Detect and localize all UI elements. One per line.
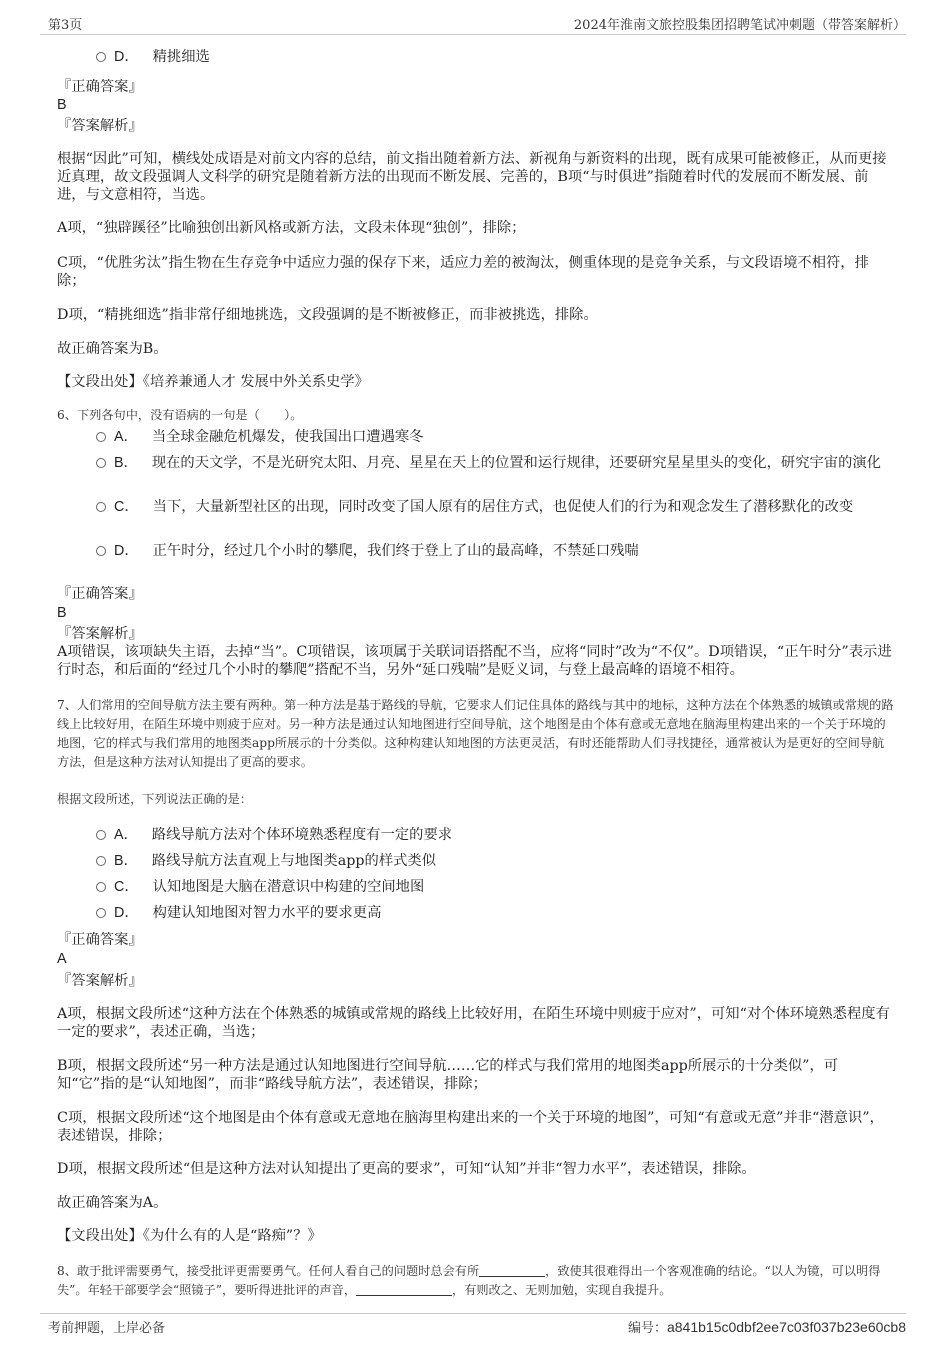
q6-analysis: A项错误，该项缺失主语，去掉“当”。C项错误，该项属于关联词语搭配不当，应将“同时”改为“不仅”。D项错误，“正午时分”表示进行时态，和后面的“经过几个小时的攀爬”搭配不当，另外“延口残喘”是贬义词，与登上最高峰的语境不相符。 bbox=[57, 644, 892, 678]
radio-icon[interactable] bbox=[96, 52, 106, 62]
q5-analysis-p4: D项，“精挑细选”指非常仔细地挑选，文段强调的是不断被修正，而非被挑选，排除。 bbox=[57, 307, 598, 323]
q7-analysis-label: 『答案解析』 bbox=[57, 973, 143, 989]
radio-icon[interactable] bbox=[96, 502, 106, 512]
radio-icon[interactable] bbox=[96, 908, 106, 918]
q5-analysis-p2: A项，“独辟蹊径”比喻独创出新风格或新方法，文段未体现“独创”，排除； bbox=[57, 220, 526, 236]
q7-option-a[interactable]: A． 路线导航方法对个体环境熟悉程度有一定的要求 bbox=[96, 824, 886, 847]
q5-analysis-p3: C项，“优胜劣汰”指生物在生存竞争中适应力强的保存下来，适应力差的被淘汰，侧重体现的是竞争关系，与文段语境不相符，排除； bbox=[57, 255, 869, 289]
q7-source: 【文段出处】《为什么有的人是“路痴”？》 bbox=[57, 1228, 322, 1244]
q7-analysis-p3: C项，根据文段所述“这个地图是由个体有意或无意地在脑海里构建出来的一个关于环境的地图”，可知“有意或无意”并非“潜意识”，表述错误，排除； bbox=[57, 1110, 884, 1144]
q6-option-c[interactable]: C． 当下，大量新型社区的出现，同时改变了国人原有的居住方式，也促使人们的行为和观念发生了潜移默化的改变 bbox=[96, 496, 886, 519]
page-footer bbox=[40, 1313, 906, 1336]
q6-analysis-label: 『答案解析』 bbox=[57, 626, 143, 642]
q6-answer-label: 『正确答案』 bbox=[57, 586, 143, 602]
q5-option-d[interactable]: D． 精挑细选 bbox=[96, 46, 886, 69]
q7-stem: 7、人们常用的空间导航方法主要有两种。第一种方法是基于路线的导航，它要求人们记住具体的路线与其中的地标，这种方法在个体熟悉的城镇或常规的路线上比较好用，在陌生环境中则疲于应对。另一种方法是通过认知地图进行空间导航，这个地图是由个体有意或无意地在脑海里构建出来的一个关于环境的地图，它的样式与我们常用的地图类app所展示的十分类似。这种构建认知地图的方法更灵活，有时还能帮助人们寻找捷径，通常被认为是更好的空间导航方法，但是这种方法对认知提出了更高的要求。 bbox=[57, 698, 894, 769]
radio-icon[interactable] bbox=[96, 882, 106, 892]
q5-conclusion: 故正确答案为B。 bbox=[57, 341, 168, 357]
q6-option-d[interactable]: D． 正午时分，经过几个小时的攀爬，我们终于登上了山的最高峰，不禁延口残喘 bbox=[96, 540, 886, 563]
q5-analysis-label: 『答案解析』 bbox=[57, 118, 143, 134]
fill-blank-1[interactable] bbox=[479, 1264, 545, 1277]
footer-id: 编号：a841b15c0dbf2ee7c03f037b23e60cb8 bbox=[627, 1319, 906, 1336]
q8-stem: 8、敢于批评需要勇气，接受批评更需要勇气。任何人看自己的问题时总会有所 ，致使其很难得出一个客观准确的结论。“以人为镜，可以明得失”。年轻干部要学会“照镜子”，要听得进批评的声音， ，有则改之、无则加勉，实现自我提升。 bbox=[57, 1264, 881, 1297]
q6-option-b[interactable]: B． 现在的天文学，不是光研究太阳、月亮、星星在天上的位置和运行规律，还要研究星星里头的变化，研究宇宙的演化 bbox=[96, 452, 886, 475]
footer-slogan: 考前押题，上岸必备 bbox=[48, 1321, 166, 1336]
q7-analysis-p4: D项，根据文段所述“但是这种方法对认知提出了更高的要求”，可知“认知”并非“智力水平”，表述错误，排除。 bbox=[57, 1161, 756, 1177]
radio-icon[interactable] bbox=[96, 432, 106, 442]
page-number: 第3页 bbox=[48, 18, 83, 33]
page-header bbox=[40, 14, 906, 35]
q7-analysis-p1: A项，根据文段所述“这种方法在个体熟悉的城镇或常规的路线上比较好用，在陌生环境中则疲于应对”，可知“对个体环境熟悉程度有一定的要求”，表述正确，当选； bbox=[57, 1006, 890, 1040]
q7-option-b[interactable]: B． 路线导航方法直观上与地图类app的样式类似 bbox=[96, 850, 886, 873]
fill-blank-2[interactable] bbox=[356, 1283, 452, 1296]
q5-source: 【文段出处】《培养兼通人才 发展中外关系史学》 bbox=[57, 374, 369, 390]
q5-analysis-p1: 根据“因此”可知，横线处成语是对前文内容的总结，前文指出随着新方法、新视角与新资料的出现，既有成果可能被修正，从而更接近真理，故文段强调人文科学的研究是随着新方法的出现而不断发展、完善的，B项“与时俱进”指随着时代的发展而不断发展、前进，与文意相符，当选。 bbox=[57, 151, 887, 203]
radio-icon[interactable] bbox=[96, 856, 106, 866]
q5-answer: B bbox=[57, 97, 67, 113]
q7-question: 根据文段所述，下列说法正确的是： bbox=[57, 792, 252, 806]
q7-analysis-p2: B项，根据文段所述“另一种方法是通过认知地图进行空间导航……它的样式与我们常用的地图类app所展示的十分类似”，可知“它”指的是“认知地图”，而非“路线导航方法”，表述错误，排除； bbox=[57, 1058, 839, 1092]
q7-option-c[interactable]: C． 认知地图是大脑在潜意识中构建的空间地图 bbox=[96, 876, 886, 899]
q6-answer: B bbox=[57, 605, 67, 621]
q6-stem: 6、下列各句中，没有语病的一句是（ ）。 bbox=[57, 408, 303, 422]
q7-conclusion: 故正确答案为A。 bbox=[57, 1195, 168, 1211]
radio-icon[interactable] bbox=[96, 546, 106, 556]
radio-icon[interactable] bbox=[96, 458, 106, 468]
q5-answer-label: 『正确答案』 bbox=[57, 79, 143, 95]
q7-answer-label: 『正确答案』 bbox=[57, 932, 143, 948]
q7-option-d[interactable]: D． 构建认知地图对智力水平的要求更高 bbox=[96, 902, 886, 925]
q6-option-a[interactable]: A． 当全球金融危机爆发，使我国出口遭遇寒冬 bbox=[96, 426, 886, 449]
q7-answer: A bbox=[57, 951, 67, 967]
document-title: 2024年淮南文旅控股集团招聘笔试冲刺题（带答案解析） bbox=[573, 18, 906, 33]
radio-icon[interactable] bbox=[96, 830, 106, 840]
